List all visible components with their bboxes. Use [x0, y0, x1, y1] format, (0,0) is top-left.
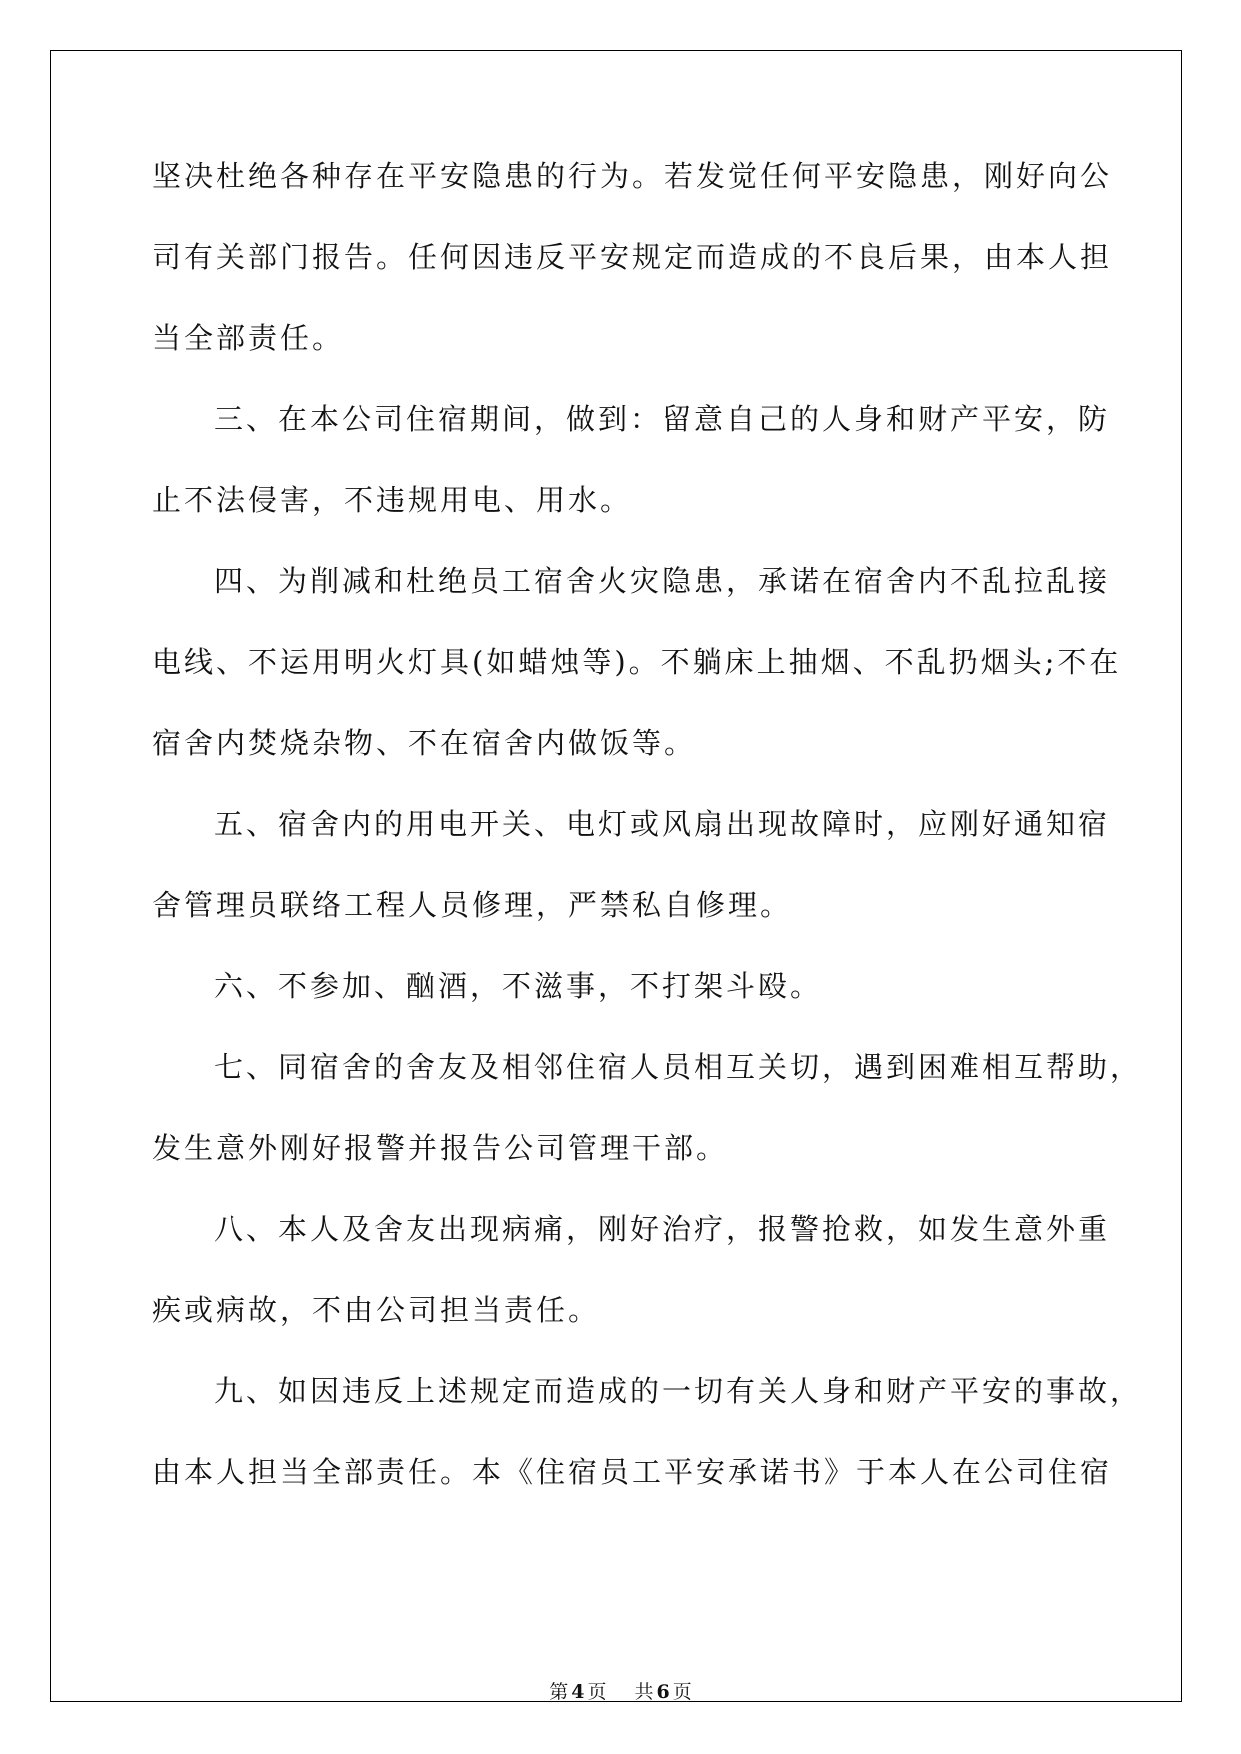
paragraph-3: [152, 402, 1111, 565]
text-line: 三、在本公司住宿期间，做到：留意自己的人身和财产平安，防: [214, 402, 1111, 436]
total-suffix: 页: [672, 1681, 692, 1703]
text-line: 舍管理员联络工程人员修理，严禁私自修理。: [152, 888, 793, 922]
current-page-number: 4: [571, 1681, 585, 1703]
text-line: 九、如因违反上述规定而造成的一切有关人身和财产平安的事故，: [214, 1374, 1143, 1408]
paragraph-6: [152, 970, 1084, 1051]
total-page-number: 6: [656, 1681, 670, 1703]
page-footer: [0, 1680, 1241, 1704]
paragraph-8: [152, 1212, 1111, 1375]
page-prefix: 第: [549, 1681, 569, 1703]
total-prefix: 共: [634, 1681, 654, 1703]
text-line: 四、为削减和杜绝员工宿舍火灾隐患，承诺在宿舍内不乱拉乱接: [214, 564, 1111, 598]
text-line: 八、本人及舍友出现病痛，刚好治疗，报警抢救，如发生意外重: [214, 1212, 1111, 1246]
text-line: 七、同宿舍的舍友及相邻住宿人员相互关切，遇到困难相互帮助，: [214, 1050, 1143, 1084]
text-line: 五、宿舍内的用电开关、电灯或风扇出现故障时，应刚好通知宿: [214, 807, 1111, 841]
text-line: 由本人担当全部责任。本《住宿员工平安承诺书》于本人在公司住宿: [152, 1455, 1113, 1489]
paragraph-2-continued: [152, 159, 1113, 403]
text-line: 电线、不运用明火灯具(如蜡烛等)。不躺床上抽烟、不乱扔烟头;不在: [152, 645, 1122, 679]
paragraph-7: [152, 1050, 1143, 1213]
text-line: 坚决杜绝各种存在平安隐患的行为。若发觉任何平安隐患，刚好向公: [152, 159, 1113, 193]
page-total-label: [635, 1681, 692, 1703]
document-body: [152, 159, 1143, 1537]
text-line: 六、不参加、酗酒，不滋事，不打架斗殴。: [214, 969, 823, 1003]
text-line: 疾或病故，不由公司担当责任。: [152, 1293, 601, 1327]
paragraph-5: [152, 807, 1111, 970]
text-line: 发生意外刚好报警并报告公司管理干部。: [152, 1131, 729, 1165]
page-number-label: [549, 1681, 606, 1703]
paragraph-9: [152, 1374, 1143, 1537]
text-line: 止不法侵害，不违规用电、用水。: [152, 483, 633, 517]
page-suffix: 页: [587, 1681, 607, 1703]
text-line: 当全部责任。: [152, 321, 345, 355]
paragraph-4: [152, 564, 1122, 808]
text-line: 司有关部门报告。任何因违反平安规定而造成的不良后果，由本人担: [152, 240, 1113, 274]
text-line: 宿舍内焚烧杂物、不在宿舍内做饭等。: [152, 726, 697, 760]
